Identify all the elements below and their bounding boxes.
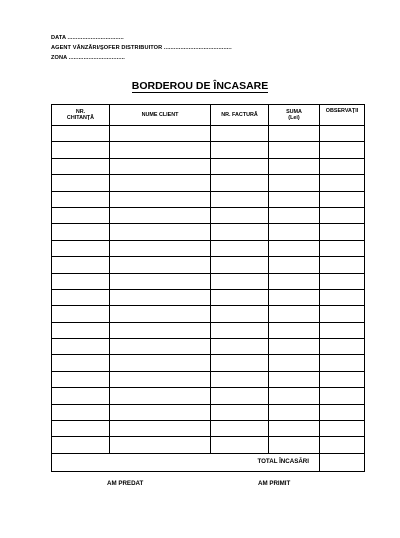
receipts-table	[51, 104, 365, 472]
date-field-line: DATA ..................................	[51, 35, 124, 41]
client-name-cell[interactable]	[110, 207, 211, 223]
receipt-no-cell[interactable]	[52, 404, 110, 420]
column-header-amount	[269, 105, 320, 126]
invoice-no-cell[interactable]	[211, 306, 269, 322]
table-row	[52, 142, 365, 158]
observations-cell[interactable]	[320, 126, 365, 142]
column-header-receipt-no-line1: NR.	[75, 108, 86, 115]
total-row	[52, 453, 365, 471]
column-header-receipt-no	[52, 105, 110, 126]
receipt-no-cell[interactable]	[52, 175, 110, 191]
document-title	[0, 80, 400, 92]
invoice-no-cell[interactable]	[211, 437, 269, 453]
invoice-no-cell[interactable]	[211, 371, 269, 387]
invoice-no-cell[interactable]	[211, 404, 269, 420]
invoice-no-cell[interactable]	[211, 257, 269, 273]
receipt-no-cell[interactable]	[52, 355, 110, 371]
receipt-no-cell[interactable]	[52, 191, 110, 207]
table-row	[52, 421, 365, 437]
amount-cell[interactable]	[269, 388, 320, 404]
table-row	[52, 388, 365, 404]
invoice-no-cell[interactable]	[211, 388, 269, 404]
observations-cell[interactable]	[320, 257, 365, 273]
observations-cell[interactable]	[320, 322, 365, 338]
invoice-no-cell[interactable]	[211, 289, 269, 305]
observations-cell[interactable]	[320, 421, 365, 437]
observations-cell[interactable]	[320, 207, 365, 223]
table-row	[52, 126, 365, 142]
table-row	[52, 207, 365, 223]
handed-over-label: AM PREDAT	[107, 480, 144, 487]
client-name-cell[interactable]	[110, 158, 211, 174]
observations-cell[interactable]	[320, 388, 365, 404]
observations-cell[interactable]	[320, 289, 365, 305]
receipt-no-cell[interactable]	[52, 339, 110, 355]
column-header-client-name-line1: NUME CLIENT	[141, 111, 179, 118]
observations-cell[interactable]	[320, 404, 365, 420]
total-label: TOTAL ÎNCASĂRI	[52, 453, 320, 471]
observations-cell[interactable]	[320, 371, 365, 387]
invoice-no-cell[interactable]	[211, 240, 269, 256]
client-name-cell[interactable]	[110, 240, 211, 256]
table-row	[52, 437, 365, 453]
amount-cell[interactable]	[269, 175, 320, 191]
invoice-no-cell[interactable]	[211, 126, 269, 142]
table-row	[52, 273, 365, 289]
table-row	[52, 175, 365, 191]
observations-cell[interactable]	[320, 355, 365, 371]
invoice-no-cell[interactable]	[211, 339, 269, 355]
client-name-cell[interactable]	[110, 322, 211, 338]
receipt-no-cell[interactable]	[52, 322, 110, 338]
amount-cell[interactable]	[269, 273, 320, 289]
receipt-no-cell[interactable]	[52, 158, 110, 174]
receipt-no-cell[interactable]	[52, 388, 110, 404]
observations-cell[interactable]	[320, 142, 365, 158]
amount-cell[interactable]	[269, 240, 320, 256]
column-header-amount-line2: (Lei)	[288, 115, 300, 121]
amount-cell[interactable]	[269, 224, 320, 240]
client-name-cell[interactable]	[110, 273, 211, 289]
table-row	[52, 224, 365, 240]
table-row	[52, 404, 365, 420]
table-row	[52, 158, 365, 174]
amount-cell[interactable]	[269, 126, 320, 142]
observations-cell[interactable]	[320, 158, 365, 174]
client-name-cell[interactable]	[110, 371, 211, 387]
zone-field-line: ZONA ..................................	[51, 55, 125, 61]
agent-field-line: AGENT VÂNZĂRI/ŞOFER DISTRIBUITOR .........................................	[51, 45, 232, 51]
column-header-client-name	[110, 105, 211, 126]
receipt-no-cell[interactable]	[52, 207, 110, 223]
document-title-text: BORDEROU DE ÎNCASARE	[131, 80, 269, 92]
invoice-no-cell[interactable]	[211, 273, 269, 289]
column-header-invoice-no	[211, 105, 269, 126]
total-observations-cell[interactable]	[320, 453, 365, 471]
observations-cell[interactable]	[320, 175, 365, 191]
column-header-observations	[320, 105, 365, 126]
receipt-no-cell[interactable]	[52, 240, 110, 256]
client-name-cell[interactable]	[110, 191, 211, 207]
invoice-no-cell[interactable]	[211, 207, 269, 223]
amount-cell[interactable]	[269, 257, 320, 273]
client-name-cell[interactable]	[110, 289, 211, 305]
amount-cell[interactable]	[269, 322, 320, 338]
table-row	[52, 371, 365, 387]
invoice-no-cell[interactable]	[211, 224, 269, 240]
receipt-no-cell[interactable]	[52, 289, 110, 305]
receipt-no-cell[interactable]	[52, 437, 110, 453]
amount-cell[interactable]	[269, 421, 320, 437]
invoice-no-cell[interactable]	[211, 355, 269, 371]
observations-cell[interactable]	[320, 306, 365, 322]
receipt-no-cell[interactable]	[52, 126, 110, 142]
receipt-no-cell[interactable]	[52, 306, 110, 322]
amount-cell[interactable]	[269, 306, 320, 322]
amount-cell[interactable]	[269, 142, 320, 158]
receipt-no-cell[interactable]	[52, 371, 110, 387]
observations-cell[interactable]	[320, 191, 365, 207]
receipt-no-cell[interactable]	[52, 142, 110, 158]
amount-cell[interactable]	[269, 355, 320, 371]
column-header-observations-line1: OBSERVAŢII	[325, 108, 359, 114]
client-name-cell[interactable]	[110, 175, 211, 191]
client-name-cell[interactable]	[110, 257, 211, 273]
amount-cell[interactable]	[269, 339, 320, 355]
table-row	[52, 240, 365, 256]
column-header-receipt-no-line2: CHITANŢĂ	[66, 115, 95, 121]
client-name-cell[interactable]	[110, 421, 211, 437]
table-row	[52, 306, 365, 322]
receipt-no-cell[interactable]	[52, 273, 110, 289]
invoice-no-cell[interactable]	[211, 191, 269, 207]
receipt-no-cell[interactable]	[52, 257, 110, 273]
observations-cell[interactable]	[320, 240, 365, 256]
amount-cell[interactable]	[269, 289, 320, 305]
table-row	[52, 339, 365, 355]
invoice-no-cell[interactable]	[211, 421, 269, 437]
amount-cell[interactable]	[269, 371, 320, 387]
client-name-cell[interactable]	[110, 126, 211, 142]
invoice-no-cell[interactable]	[211, 175, 269, 191]
client-name-cell[interactable]	[110, 224, 211, 240]
client-name-cell[interactable]	[110, 404, 211, 420]
amount-cell[interactable]	[269, 404, 320, 420]
client-name-cell[interactable]	[110, 339, 211, 355]
table-header-row	[52, 105, 365, 126]
amount-cell[interactable]	[269, 158, 320, 174]
invoice-no-cell[interactable]	[211, 322, 269, 338]
observations-cell[interactable]	[320, 224, 365, 240]
invoice-no-cell[interactable]	[211, 158, 269, 174]
client-name-cell[interactable]	[110, 142, 211, 158]
client-name-cell[interactable]	[110, 388, 211, 404]
observations-cell[interactable]	[320, 273, 365, 289]
observations-cell[interactable]	[320, 437, 365, 453]
amount-cell[interactable]	[269, 191, 320, 207]
observations-cell[interactable]	[320, 339, 365, 355]
table-row	[52, 191, 365, 207]
client-name-cell[interactable]	[110, 355, 211, 371]
receipt-no-cell[interactable]	[52, 421, 110, 437]
client-name-cell[interactable]	[110, 437, 211, 453]
invoice-no-cell[interactable]	[211, 142, 269, 158]
client-name-cell[interactable]	[110, 306, 211, 322]
amount-cell[interactable]	[269, 207, 320, 223]
column-header-invoice-no-line1: NR. FACTURĂ	[221, 111, 258, 118]
column-header-amount-line1: SUMA	[286, 108, 302, 115]
table-row	[52, 322, 365, 338]
table-row	[52, 289, 365, 305]
receipt-no-cell[interactable]	[52, 224, 110, 240]
table-row	[52, 355, 365, 371]
amount-cell[interactable]	[269, 437, 320, 453]
table-row	[52, 257, 365, 273]
received-label: AM PRIMIT	[258, 480, 291, 487]
